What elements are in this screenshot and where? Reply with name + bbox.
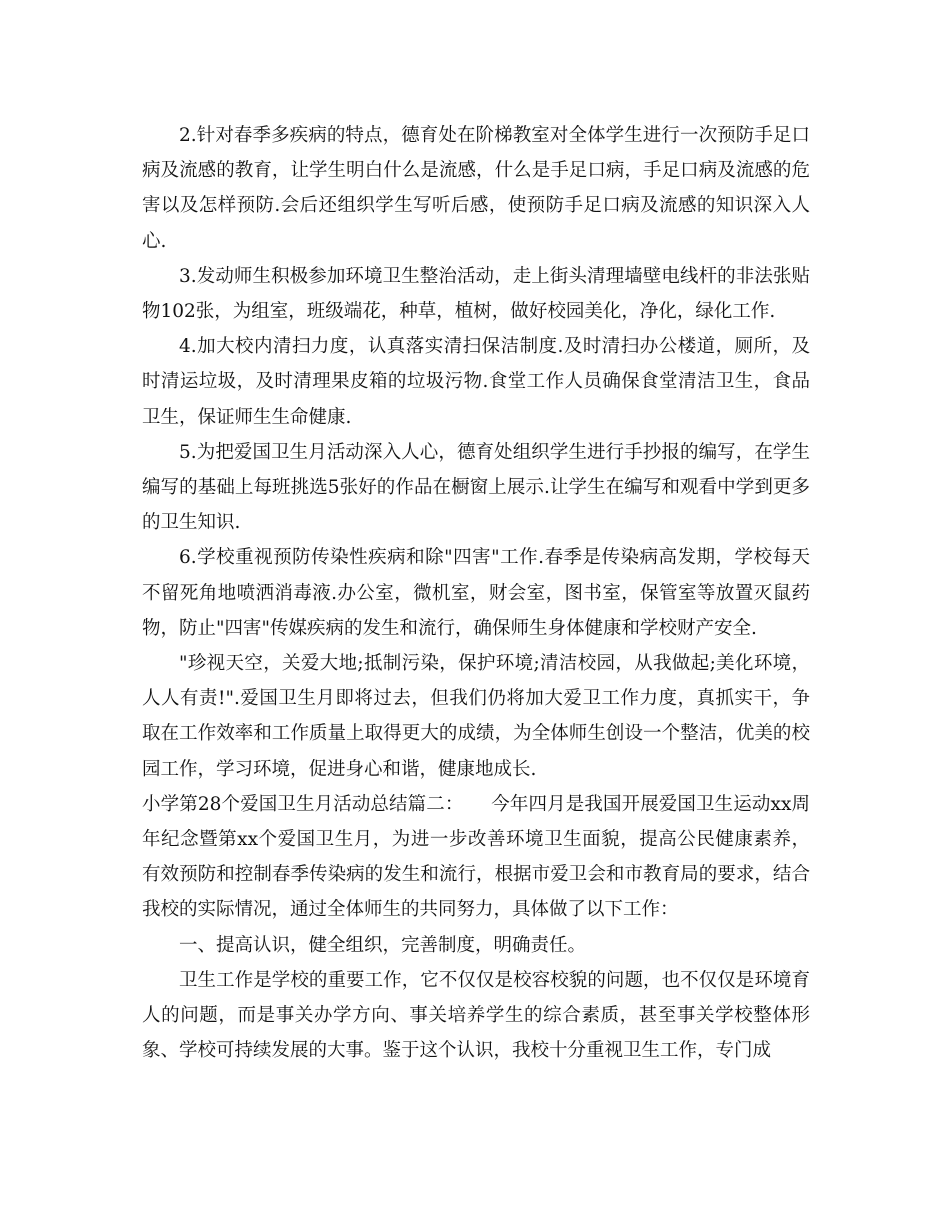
paragraph-item-5: 5.为把爱国卫生月活动深入人心，德育处组织学生进行手抄报的编写，在学生编写的基础上每班挑选5张好的作品在橱窗上展示.让学生在编写和观看中学到更多的卫生知识.: [142, 441, 810, 534]
paragraph-closing-slogan: "珍视天空，关爱大地;抵制污染，保护环境;清洁校园，从我做起;美化环境，人人有责!".爱国卫生月即将过去，但我们仍将加大爱卫工作力度，真抓实干，争取在工作效率和工作质量上取得更大的成绩，为全体师生创设一个整洁，优美的校园工作，学习环境，促进身心和谐，健康地成长.: [142, 653, 810, 780]
paragraph-item-4: 4.加大校内清扫力度，认真落实清扫保洁制度.及时清扫办公楼道，厕所，及时清运垃圾，及时清理果皮箱的垃圾污物.食堂工作人员确保食堂清洁卫生，食品卫生，保证师生生命健康.: [142, 336, 810, 428]
section-two-paragraph: [142, 787, 810, 928]
section-intro: 今年四月是我国开展爱国卫生运动xx周年纪念暨第xx个爱国卫生月，为进一步改善环境卫生面貌，提高公民健康素养，有效预防和控制春季传染病的发生和流行，根据市爱卫会和市教育局的要求，结合我校的实际情况，通过全体师生的共同努力，具体做了以下工作：: [142, 793, 810, 921]
paragraph-item-6: 6.学校重视预防传染性疾病和除"四害"工作.春季是传染病高发期，学校每天不留死角地喷洒消毒液.办公室，微机室，财会室，图书室，保管室等放置灭鼠药物，防止"四害"传媒疾病的发生和流行，确保师生身体健康和学校财产安全.: [142, 547, 810, 639]
paragraph-hygiene-importance: 卫生工作是学校的重要工作，它不仅仅是校容校貌的问题，也不仅仅是环境育人的问题，而是事关办学方向、事关培养学生的综合素质，甚至事关学校整体形象、学校可持续发展的大事。鉴于这个认识，我校十分重视卫生工作，专门成: [142, 969, 810, 1062]
section-heading: 小学第28个爱国卫生月活动总结篇二：: [142, 793, 464, 815]
subheading: 一、提高认识，健全组织，完善制度，明确责任。: [179, 934, 587, 956]
paragraph-item-2: 2.针对春季多疾病的特点，德育处在阶梯教室对全体学生进行一次预防手足口病及流感的教育，让学生明白什么是流感，什么是手足口病，手足口病及流感的危害以及怎样预防.会后还组织学生写听后感，使预防手足口病及流感的知识深入人心.: [142, 125, 810, 252]
document-body: [142, 118, 810, 1068]
paragraph-item-3: 3.发动师生积极参加环境卫生整治活动，走上街头清理墙壁电线杆的非法张贴物102张，为组室，班级端花，种草，植树，做好校园美化，净化，绿化工作.: [142, 265, 810, 323]
